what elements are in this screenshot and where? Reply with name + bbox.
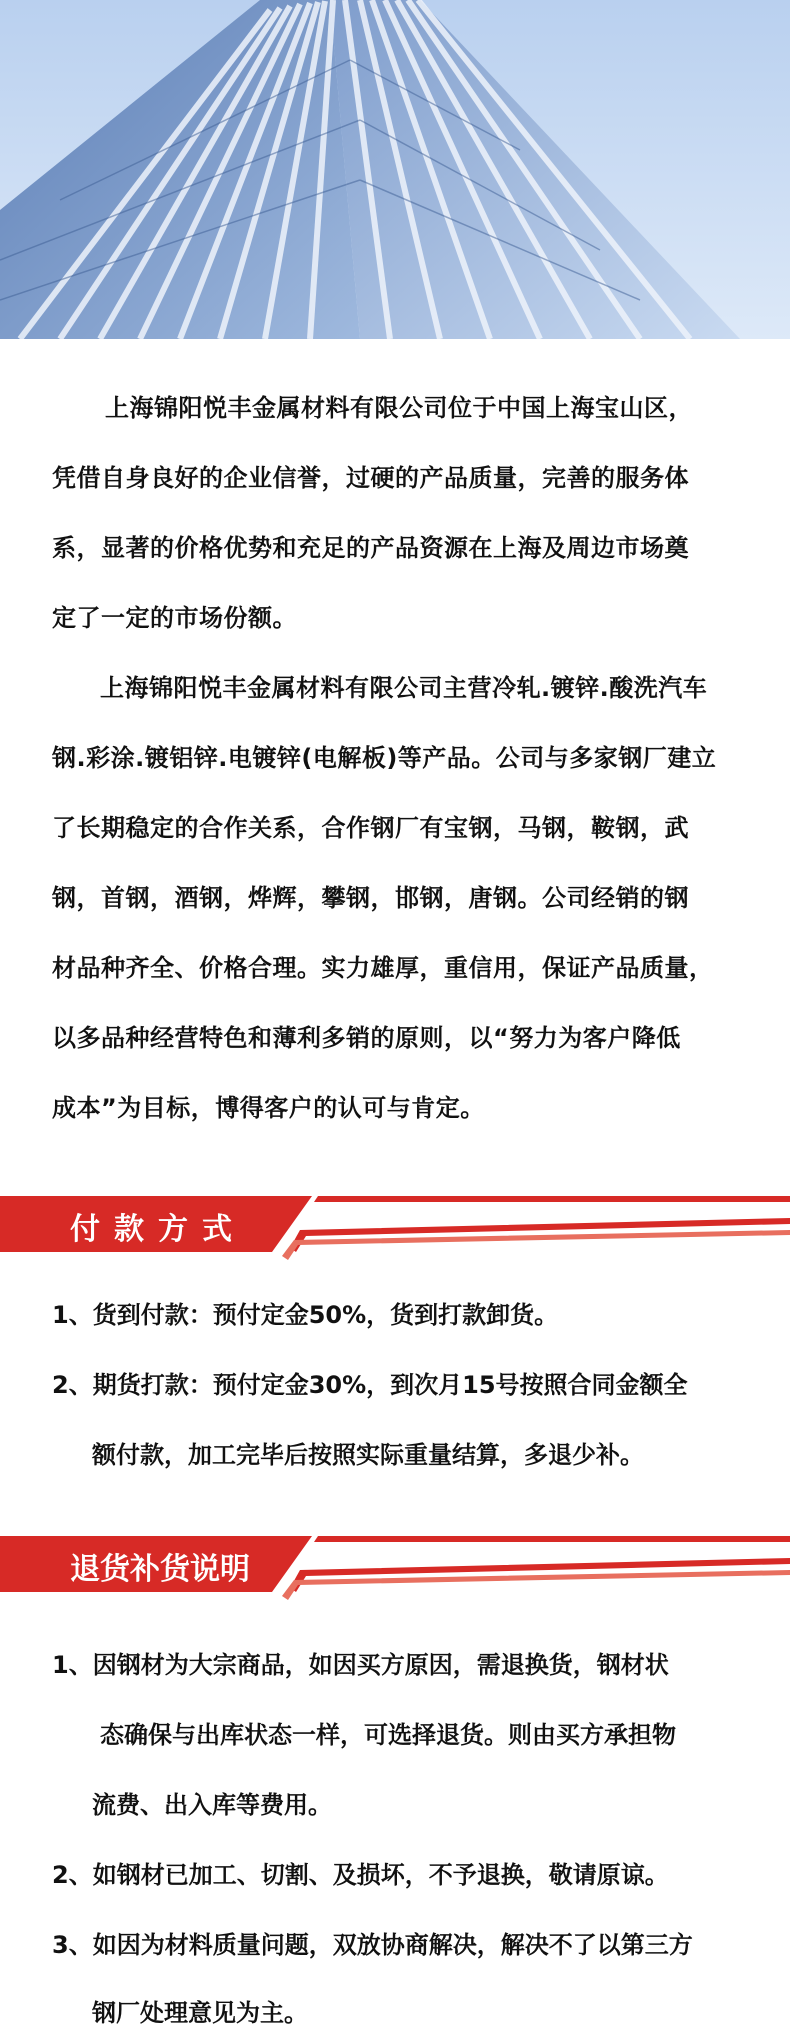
returns-item-3: 3、如因为材料质量问题，双放协商解决，解决不了以第三方 (52, 1931, 693, 1959)
payment-item-1: 1、货到付款：预付定金50%，货到打款卸货。 (52, 1301, 559, 1329)
returns-item-2: 2、如钢材已加工、切割、及损坏，不予退换，敬请原谅。 (52, 1861, 669, 1889)
intro-p1-line: 上海锦阳悦丰金属材料有限公司位于中国上海宝山区， (105, 394, 693, 422)
intro-p2-line: 以多品种经营特色和薄利多销的原则，以“努力为客户降低 (52, 1024, 681, 1052)
returns-item-1-cont: 态确保与出库状态一样，可选择退货。则由买方承担物 (100, 1721, 676, 1749)
returns-section-title: 退货补货说明 (70, 1552, 250, 1587)
intro-p2-line: 成本”为目标，博得客户的认可与肯定。 (52, 1094, 485, 1122)
intro-p2-line: 钢.彩涂.镀铝锌.电镀锌(电解板)等产品。公司与多家钢厂建立 (52, 744, 717, 772)
intro-p2-line: 材品种齐全、价格合理。实力雄厚，重信用，保证产品质量， (52, 954, 714, 982)
intro-p2-line: 钢，首钢，酒钢，烨辉，攀钢，邯钢，唐钢。公司经销的钢 (52, 884, 689, 912)
payment-section-header (0, 1190, 790, 1262)
payment-item-2-cont: 额付款，加工完毕后按照实际重量结算，多退少补。 (92, 1441, 644, 1469)
intro-p1-line: 系，显著的价格优势和充足的产品资源在上海及周边市场奠 (52, 534, 689, 562)
intro-p2-line: 上海锦阳悦丰金属材料有限公司主营冷轧.镀锌.酸洗汽车 (100, 674, 708, 702)
returns-section-header (0, 1530, 790, 1602)
returns-item-3-cont: 钢厂处理意见为主。 (92, 1999, 308, 2027)
intro-p1-line: 凭借自身良好的企业信誉，过硬的产品质量，完善的服务体 (52, 464, 689, 492)
intro-p2-line: 了长期稳定的合作关系，合作钢厂有宝钢，马钢，鞍钢，武 (52, 814, 689, 842)
returns-item-1: 1、因钢材为大宗商品，如因买方原因，需退换货，钢材状 (52, 1651, 669, 1679)
payment-item-2: 2、期货打款：预付定金30%，到次月15号按照合同金额全 (52, 1371, 688, 1399)
payment-section-title: 付款方式 (70, 1212, 246, 1247)
hero-building-image (0, 0, 790, 339)
returns-item-1-cont: 流费、出入库等费用。 (92, 1791, 332, 1819)
intro-p1-line: 定了一定的市场份额。 (52, 604, 297, 632)
